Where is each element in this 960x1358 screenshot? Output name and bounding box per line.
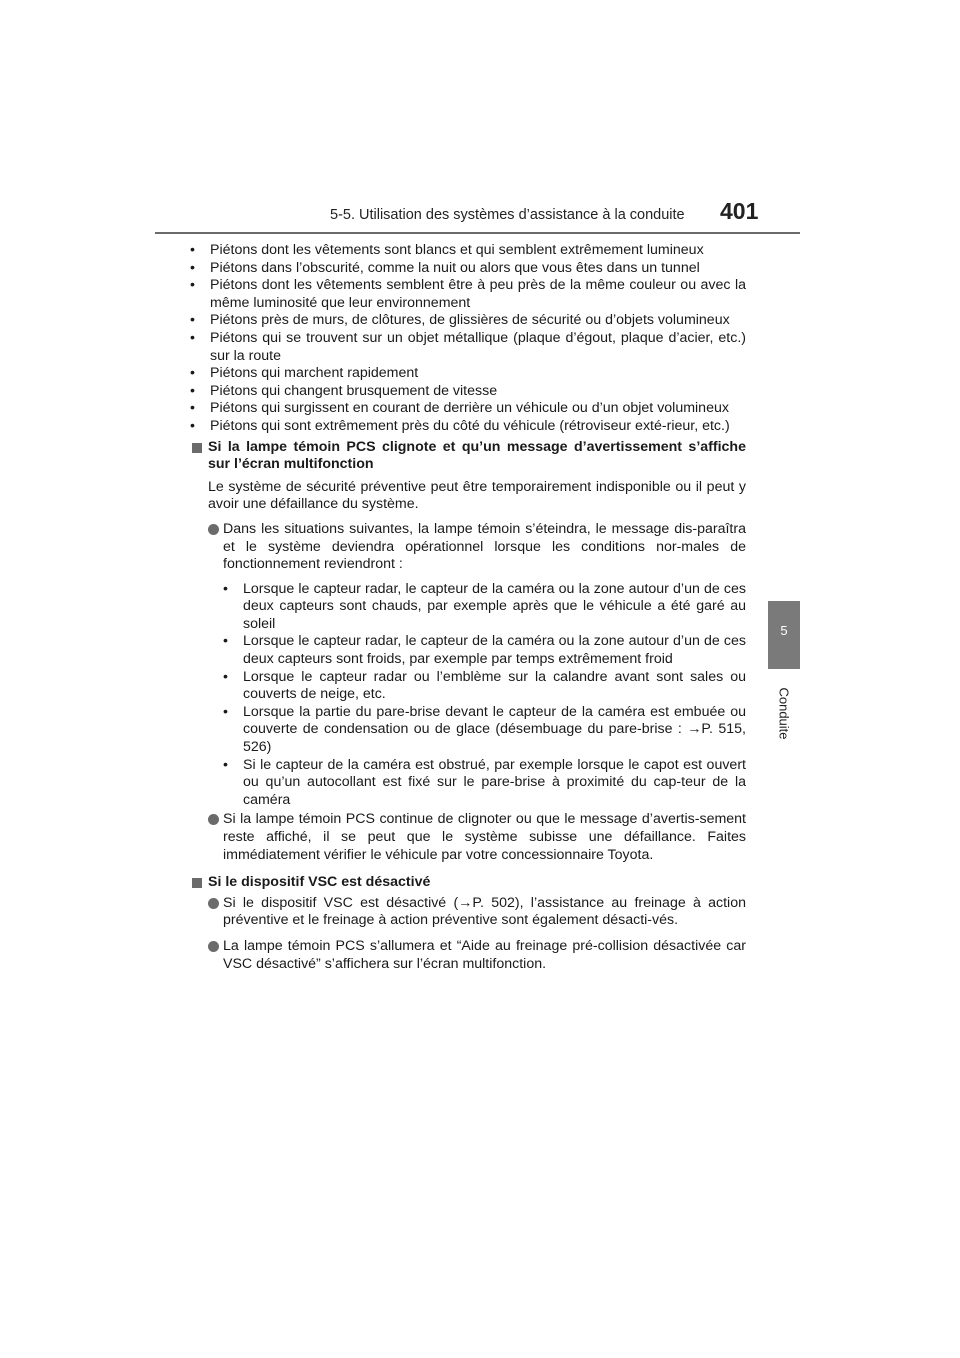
page-content bbox=[190, 242, 746, 973]
chapter-tab-label: Conduite bbox=[776, 687, 792, 740]
circle-bullet-icon bbox=[208, 524, 219, 535]
list-item: • Piétons dans l’obscurité, comme la nuit ou alors que vous êtes dans un tunnel bbox=[190, 259, 700, 276]
chapter-tab-label-box bbox=[768, 680, 800, 750]
chapter-tab[interactable] bbox=[768, 601, 800, 669]
circle-point: Si la lampe témoin PCS continue de clignoter ou que le message d’avertis-sement reste affiché, il se peut que le système subisse une défaillance. Faites immédiatement vérifier le véhicule par votre concessionnaire Toyota. bbox=[190, 811, 746, 864]
square-bullet-icon bbox=[192, 443, 202, 453]
circle-bullet-icon bbox=[208, 898, 219, 909]
list-item: • Piétons qui surgissent en courant de derrière un véhicule ou d’un objet volumineux bbox=[190, 400, 729, 417]
circle-bullet-icon bbox=[208, 941, 219, 952]
list-item: • Piétons qui se trouvent sur un objet métallique (plaque d’égout, plaque d’acier, etc.) sur la route bbox=[190, 329, 746, 364]
section-heading-pcs-warning: Si la lampe témoin PCS clignote et qu’un message d’avertissement s’affiche sur l’écran multifonction bbox=[190, 439, 746, 474]
list-item: • Lorsque la partie du pare-brise devant le capteur de la caméra est embuée ou couverte de condensation ou de glace (désembuage du pare-brise : →P. 515, 526) bbox=[223, 703, 746, 756]
circle-point: Si le dispositif VSC est désactivé (→P. 502), l’assistance au freinage à action préventive et le freinage à action préventive sont également désacti-vés. bbox=[190, 895, 746, 930]
chapter-tab-number: 5 bbox=[780, 623, 788, 638]
square-bullet-icon bbox=[192, 878, 202, 888]
list-item: • Lorsque le capteur radar, le capteur de la caméra ou la zone autour d’un de ces deux capteurs sont froids, par exemple par temps extrêmement froid bbox=[223, 633, 746, 668]
list-item: • Piétons qui changent brusquement de vitesse bbox=[190, 382, 498, 399]
list-item: • Si le capteur de la caméra est obstrué, par exemple lorsque le capot est ouvert ou qu’un autocollant est fixé sur le pare-brise à proximité du cap-teur de la caméra bbox=[223, 756, 746, 808]
condition-list bbox=[190, 581, 746, 810]
circle-point: La lampe témoin PCS s’allumera et “Aide au freinage pré-collision désactivée car VSC désactivé” s’affichera sur l’écran multifonction. bbox=[190, 938, 746, 973]
circle-point: Dans les situations suivantes, la lampe témoin s’éteindra, le message dis-paraîtra et le système deviendra opérationnel lorsque les conditions nor-males de fonctionnement reviendront : bbox=[190, 521, 746, 574]
section-header-title: 5-5. Utilisation des systèmes d’assistance à la conduite bbox=[330, 207, 685, 223]
list-item: • Piétons dont les vêtements sont blancs et qui semblent extrêmement lumineux bbox=[190, 242, 704, 258]
list-item: • Lorsque le capteur radar ou l’emblème sur la calandre avant sont sales ou couverts de neige, etc. bbox=[223, 668, 746, 703]
header-divider bbox=[155, 232, 800, 234]
section-heading-vsc: Si le dispositif VSC est désactivé bbox=[190, 874, 746, 892]
list-item: • Piétons qui sont extrêmement près du côté du véhicule (rétroviseur exté-rieur, etc.) bbox=[190, 417, 730, 434]
page-number: 401 bbox=[720, 198, 759, 224]
pedestrian-list bbox=[190, 242, 746, 436]
list-item: • Piétons qui marchent rapidement bbox=[190, 365, 419, 382]
list-item: • Lorsque le capteur radar, le capteur de la caméra ou la zone autour d’un de ces deux capteurs sont chauds, par exemple après que le véhicule a été garé au soleil bbox=[223, 580, 746, 632]
list-item: • Piétons dont les vêtements semblent être à peu près de la même couleur ou avec la même luminosité que leur environnement bbox=[190, 277, 746, 311]
circle-bullet-icon bbox=[208, 814, 219, 825]
section-intro: Le système de sécurité préventive peut être temporairement indisponible ou il peut y avoir une défaillance du système. bbox=[208, 478, 746, 513]
list-item: • Piétons près de murs, de clôtures, de glissières de sécurité ou d’objets volumineux bbox=[190, 312, 730, 329]
